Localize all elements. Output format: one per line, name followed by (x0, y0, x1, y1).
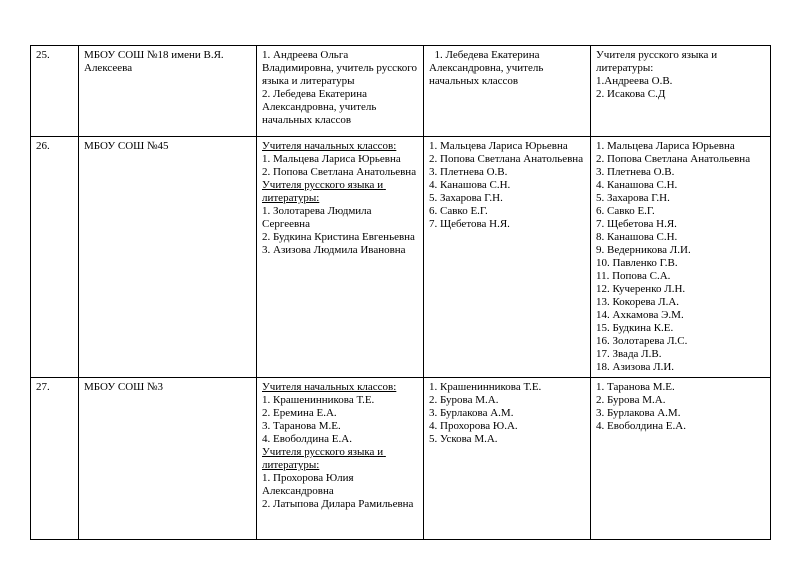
list-item: 13. Кокорева Л.А. (596, 296, 680, 308)
list-item: 1. Лебедева Екатерина Александровна, учитель начальных классов (429, 49, 547, 87)
list-item: 4. Прохорова Ю.А. (429, 420, 518, 432)
cell-row-number (31, 378, 79, 540)
table-row (31, 137, 771, 378)
list-item: 1. Прохорова Юлия Александровна (262, 472, 357, 497)
list-item: 2. Исакова С.Д (596, 88, 666, 100)
list-item: 26. (36, 140, 50, 152)
list-item: 1. Крашенинникова Т.Е. (262, 394, 375, 406)
list-item: 17. Звада Л.В. (596, 348, 662, 360)
list-item: 3. Плетнева О.В. (429, 166, 508, 178)
cell-school-name (79, 378, 257, 540)
cell-teachers-full-names (257, 378, 424, 540)
list-item: 1. Таранова М.Е. (596, 381, 675, 393)
cell-teachers-full-names (257, 137, 424, 378)
list-item: 1. Мальцева Лариса Юрьевна (429, 140, 568, 152)
list-item: 2. Попова Светлана Анатольевна (262, 166, 417, 178)
list-item: 3. Бурлакова А.М. (429, 407, 514, 419)
list-heading: Учителя русского языка и литературы: (262, 446, 386, 471)
cell-school-name (79, 137, 257, 378)
list-item: 3. Бурлакова А.М. (596, 407, 681, 419)
table-row (31, 378, 771, 540)
list-item: 3. Таранова М.Е. (262, 420, 341, 432)
list-item: 1. Мальцева Лариса Юрьевна (262, 153, 401, 165)
cell-teachers-list-a (424, 378, 591, 540)
cell-teachers-list-b (591, 137, 771, 378)
list-item: Учителя русского языка и литературы: (596, 49, 720, 74)
list-item: 10. Павленко Г.В. (596, 257, 678, 269)
list-item: 2. Будкина Кристина Евгеньевна (262, 231, 415, 243)
cell-school-name (79, 46, 257, 137)
cell-row-number (31, 46, 79, 137)
list-item: 5. Захарова Г.Н. (596, 192, 670, 204)
list-item: 1. Крашенинникова Т.Е. (429, 381, 542, 393)
list-item: 2. Попова Светлана Анатольевна (429, 153, 584, 165)
teachers-table (30, 45, 771, 540)
list-item: 1. Андреева Ольга Владимировна, учитель русского языка и литературы (262, 49, 420, 87)
list-item: МБОУ СОШ №18 имени В.Я. Алексеева (84, 49, 227, 74)
list-item: 1. Золотарева Людмила Сергеевна (262, 205, 375, 230)
list-item: МБОУ СОШ №45 (84, 140, 169, 152)
list-item: 2. Бурова М.А. (596, 394, 666, 406)
list-item: 5. Захарова Г.Н. (429, 192, 503, 204)
list-item: 1.Андреева О.В. (596, 75, 673, 87)
list-item: 5. Ускова М.А. (429, 433, 498, 445)
list-item: 12. Кучеренко Л.Н. (596, 283, 686, 295)
list-item: 16. Золотарева Л.С. (596, 335, 688, 347)
list-item: 4. Канашова С.Н. (596, 179, 678, 191)
cell-teachers-list-b (591, 378, 771, 540)
list-item: 11. Попова С.А. (596, 270, 671, 282)
list-item: 3. Азизова Людмила Ивановна (262, 244, 406, 256)
table-row (31, 46, 771, 137)
list-item: 27. (36, 381, 50, 393)
list-item: 2. Лебедева Екатерина Александровна, учитель начальных классов (262, 88, 380, 126)
list-item: 25. (36, 49, 50, 61)
list-item: 6. Савко Е.Г. (429, 205, 488, 217)
list-item: 7. Щебетова Н.Я. (429, 218, 510, 230)
list-item: 2. Бурова М.А. (429, 394, 499, 406)
list-heading: Учителя начальных классов: (262, 381, 397, 393)
list-item: 8. Канашова С.Н. (596, 231, 678, 243)
cell-teachers-list-a (424, 137, 591, 378)
list-item: 4. Евоболдина Е.А. (262, 433, 352, 445)
cell-row-number (31, 137, 79, 378)
list-item: 14. Ахкамова Э.М. (596, 309, 684, 321)
list-item: МБОУ СОШ №3 (84, 381, 164, 393)
list-item: 6. Савко Е.Г. (596, 205, 655, 217)
list-heading: Учителя начальных классов: (262, 140, 397, 152)
cell-teachers-list-a (424, 46, 591, 137)
list-item: 3. Плетнева О.В. (596, 166, 675, 178)
list-item: 15. Будкина К.Е. (596, 322, 674, 334)
cell-teachers-full-names (257, 46, 424, 137)
list-item: 2. Попова Светлана Анатольевна (596, 153, 751, 165)
list-item: 1. Мальцева Лариса Юрьевна (596, 140, 735, 152)
list-item: 7. Щебетова Н.Я. (596, 218, 677, 230)
cell-teachers-list-b (591, 46, 771, 137)
list-item: 4. Евоболдина Е.А. (596, 420, 686, 432)
list-heading: Учителя русского языка и литературы: (262, 179, 386, 204)
list-item: 18. Азизова Л.И. (596, 361, 675, 373)
list-item: 2. Латыпова Дилара Рамильевна (262, 498, 414, 510)
table-body (31, 46, 771, 540)
list-item: 2. Еремина Е.А. (262, 407, 337, 419)
list-item: 9. Ведерникова Л.И. (596, 244, 691, 256)
list-item: 4. Канашова С.Н. (429, 179, 511, 191)
